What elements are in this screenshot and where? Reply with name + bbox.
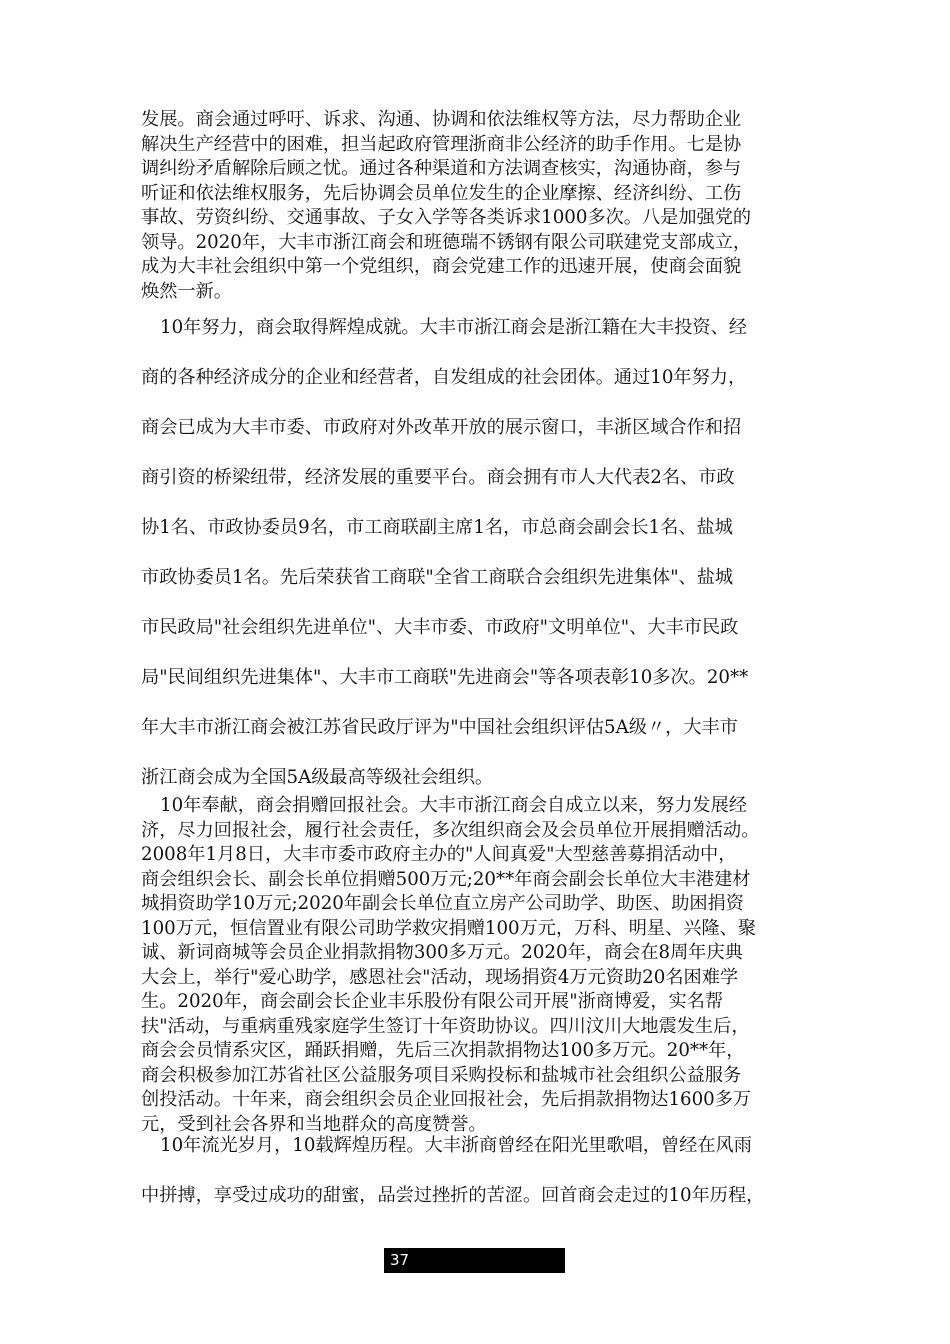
text-line: 10年努力，商会取得辉煌成就。大丰市浙江商会是浙江籍在大丰投资、经: [160, 317, 747, 338]
text-line: 2008年1月8日，大丰市委市政府主办的"人间真爱"大型慈善募捐活动中，: [141, 844, 737, 865]
text-line: 城捐资助学10万元;2020年副会长单位直立房产公司助学、助医、助困捐资: [141, 893, 744, 914]
text-line: 商会积极参加江苏省社区公益服务项目采购投标和盐城市社会组织公益服务: [141, 1064, 742, 1086]
text-line: 协1名、市政协委员9名，市工商联副主席1名，市总商会副会长1名、盐城: [141, 517, 733, 538]
paragraph-reflection: [141, 1132, 831, 1232]
text-line: 发展。商会通过呼吁、诉求、沟通、协调和依法维权等方法，尽力帮助企业: [141, 109, 742, 130]
text-line: 局"民间组织先进集体"、大丰市工商联"先进商会"等各项表彰10多次。20**: [141, 667, 749, 688]
text-line: 创投活动。十年来，商会组织会员企业回报社会，先后捐款捐物达1600多万: [141, 1089, 752, 1110]
text-line: 解决生产经营中的困难，担当起政府管理浙商非公经济的助手作用。七是协: [141, 133, 742, 155]
text-line: 年大丰市浙江商会被江苏省民政厅评为"中国社会组织评估5A级〃，大丰市: [141, 717, 738, 738]
text-line: 10年流光岁月，10载辉煌历程。大丰浙商曾经在阳光里歌唱，曾经在风雨: [160, 1135, 752, 1156]
text-line: 大会上，举行"爱心助学，感恩社会"活动，现场捐资4万元资助20名困难学: [141, 966, 739, 988]
text-line: 诚、新词商城等会员企业捐款捐物300多万元。2020年，商会在8周年庆典: [141, 942, 743, 963]
paragraph-donations: [141, 794, 831, 1137]
text-line: 生。2020年，商会副会长企业丰乐股份有限公司开展"浙商博爱，实名帮: [141, 991, 724, 1012]
text-line: 听证和依法维权服务，先后协调会员单位发生的企业摩擦、经济纠纷、工伤: [141, 182, 742, 204]
page-number: 37: [384, 1248, 565, 1273]
text-line: 调纠纷矛盾解除后顾之忧。通过各种渠道和方法调查核实，沟通协商，参与: [141, 158, 742, 179]
text-line: 领导。2020年，大丰市浙江商会和班德瑞不锈钢有限公司联建党支部成立，: [141, 231, 752, 253]
text-line: 中拼搏，享受过成功的甜蜜，品尝过挫折的苦涩。回首商会走过的10年历程，: [141, 1185, 765, 1206]
text-line: 浙江商会成为全国5A级最高等级社会组织。: [141, 767, 494, 788]
text-line: 市民政局"社会组织先进单位"、大丰市委、市政府"文明单位"、大丰市民政: [141, 617, 739, 638]
text-line: 10年奉献，商会捐赠回报社会。大丰市浙江商会自成立以来，努力发展经: [160, 795, 747, 816]
text-line: 济，尽力回报社会，履行社会责任，多次组织商会及会员单位开展捐赠活动。: [141, 819, 760, 841]
text-line: 市政协委员1名。先后荣获省工商联"全省工商联合会组织先进集体"、盐城: [141, 567, 734, 588]
text-line: 商会已成为大丰市委、市政府对外改革开放的展示窗口，丰浙区域合作和招: [141, 417, 742, 438]
text-line: 100万元，恒信置业有限公司助学救灾捐赠100万元，万科、明星、兴隆、聚: [141, 917, 757, 939]
text-line: 元，受到社会各界和当地群众的高度赞誉。: [141, 1113, 487, 1135]
text-line: 商会会员情系灾区，踊跃捐赠，先后三次捐款捐物达100多万元。20**年，: [141, 1040, 745, 1061]
text-line: 扶"活动，与重病重残家庭学生签订十年资助协议。四川汶川大地震发生后，: [141, 1015, 750, 1037]
text-line: 商的各种经济成分的企业和经营者，自发组成的社会团体。通过10年努力，: [141, 367, 747, 388]
text-line: 商会组织会长、副会长单位捐赠500万元;20**年商会副会长单位大丰港建材: [141, 868, 751, 890]
text-line: 商引资的桥梁纽带，经济发展的重要平台。商会拥有市人大代表2名、市政: [141, 467, 735, 488]
text-line: 事故、劳资纠纷、交通事故、子女入学等各类诉求1000多次。八是加强党的: [141, 207, 752, 228]
text-line: 焕然一新。: [141, 280, 232, 302]
paragraph-party-building: [141, 108, 831, 304]
text-line: 成为大丰社会组织中第一个党组织，商会党建工作的迅速开展，使商会面貌: [141, 256, 742, 277]
paragraph-achievements: [141, 314, 831, 792]
